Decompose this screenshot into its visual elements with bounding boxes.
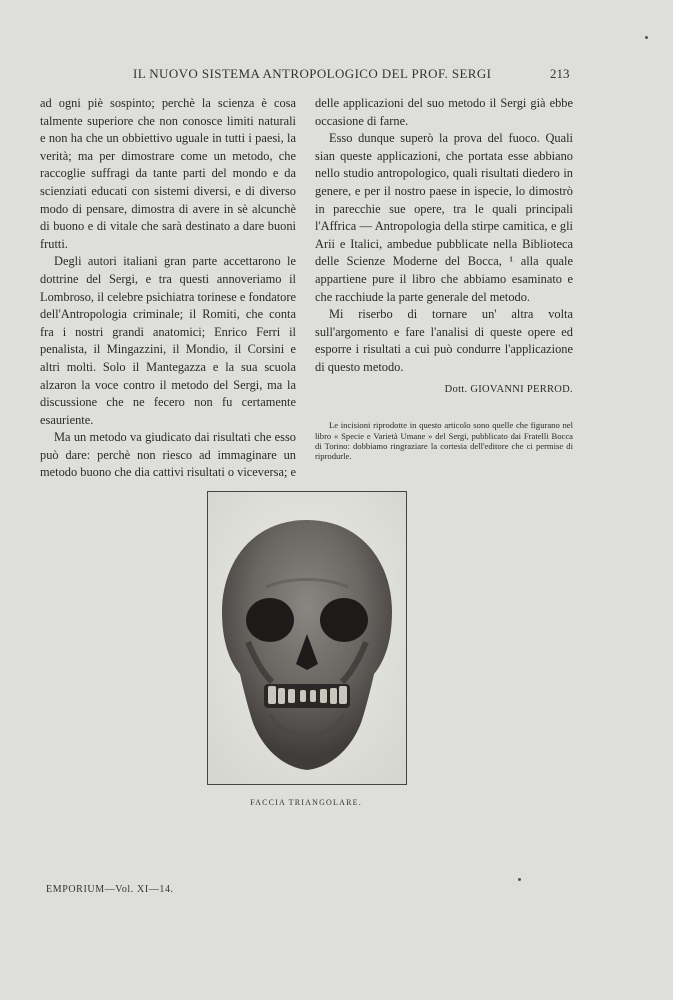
author-signature: Dott. GIOVANNI PERROD. xyxy=(444,383,573,395)
paragraph: Ma un metodo va giudicato dai risultati che esso può dare: perchè non riesco ad immaginare un metodo buono che dia cattivi risultati o viceversa; e xyxy=(40,430,296,480)
paragraph: Mi riserbo di tornare un' altra volta sull'argomento e fare l'analisi di queste opere ed esporre i risultati a cui può condurre l'applicazione di questo metodo. xyxy=(315,307,573,374)
ink-speck xyxy=(518,878,521,881)
running-title: IL NUOVO SISTEMA ANTROPOLOGICO DEL PROF. SERGI xyxy=(133,66,492,81)
page-number: 213 xyxy=(550,66,570,81)
footer-journal-volume: EMPORIUM—Vol. XI—14. xyxy=(46,884,174,895)
ink-speck xyxy=(645,36,648,39)
paragraph: ad ogni piè sospinto; perchè la scienza è cosa talmente superiore che non conosce limiti naturali e non ha che un obbiettivo uguale in tutti i paesi, la verità; ma per dimostrare come un metodo, che raccoglie suffragi da tante parti del mondo e da scienziati educati con sistemi diversi, e di diverso modo di pensare, dimostra di avere in sè alcunchè di buono e di vitale che sarà destinato a dare buoni frutti. xyxy=(40,96,296,251)
skull-photograph xyxy=(207,491,407,785)
right-column xyxy=(315,95,573,462)
paragraph: delle applicazioni del suo metodo il Sergi già ebbe occasione di farne. xyxy=(315,96,573,128)
footnote: Le incisioni riprodotte in questo articolo sono quelle che figurano nel libro « Specie e Varietà Umane » del Sergi, pubblicato dai Fratelli Bocca di Torino: dobbiamo ringraziare la cortesia dell'editore che ci permise di riprodurle. xyxy=(315,420,573,462)
left-column xyxy=(40,95,296,482)
figure-caption: FACCIA TRIANGOLARE. xyxy=(250,798,362,807)
skull-illustration xyxy=(208,492,406,784)
paragraph: Esso dunque superò la prova del fuoco. Quali sian queste applicazioni, che portata esse abbiano nello studio antropologico, quali risultati diedero in genere, e per il nostro paese in ispecie, lo dimostrò in parecchie sue opere, tra le quali principali l'Affrica — Antropologia della stirpe camitica, e gli Arii e Italici, ambedue pubblicate nella Biblioteca delle Scienze Moderne del Bocca, ¹ alla quale appartiene pure il libro che abbiamo esaminato e che racchiude la parte generale del metodo. xyxy=(315,131,573,304)
paragraph: Degli autori italiani gran parte accettarono le dottrine del Sergi, e tra questi annoveriamo il Lombroso, il celebre psichiatra torinese e fondatore dell'Antropologia criminale; il Romiti, che conta fra i nostri grandi anatomici; Enrico Ferri il penalista, il Mingazzini, il Mondio, il Corsini e altri molti. Solo il Mantegazza e la sua scuola alzaron la voce contro il metodo del Sergi, ma la discussione che ne fecero non fu certamente esauriente. xyxy=(40,254,296,427)
